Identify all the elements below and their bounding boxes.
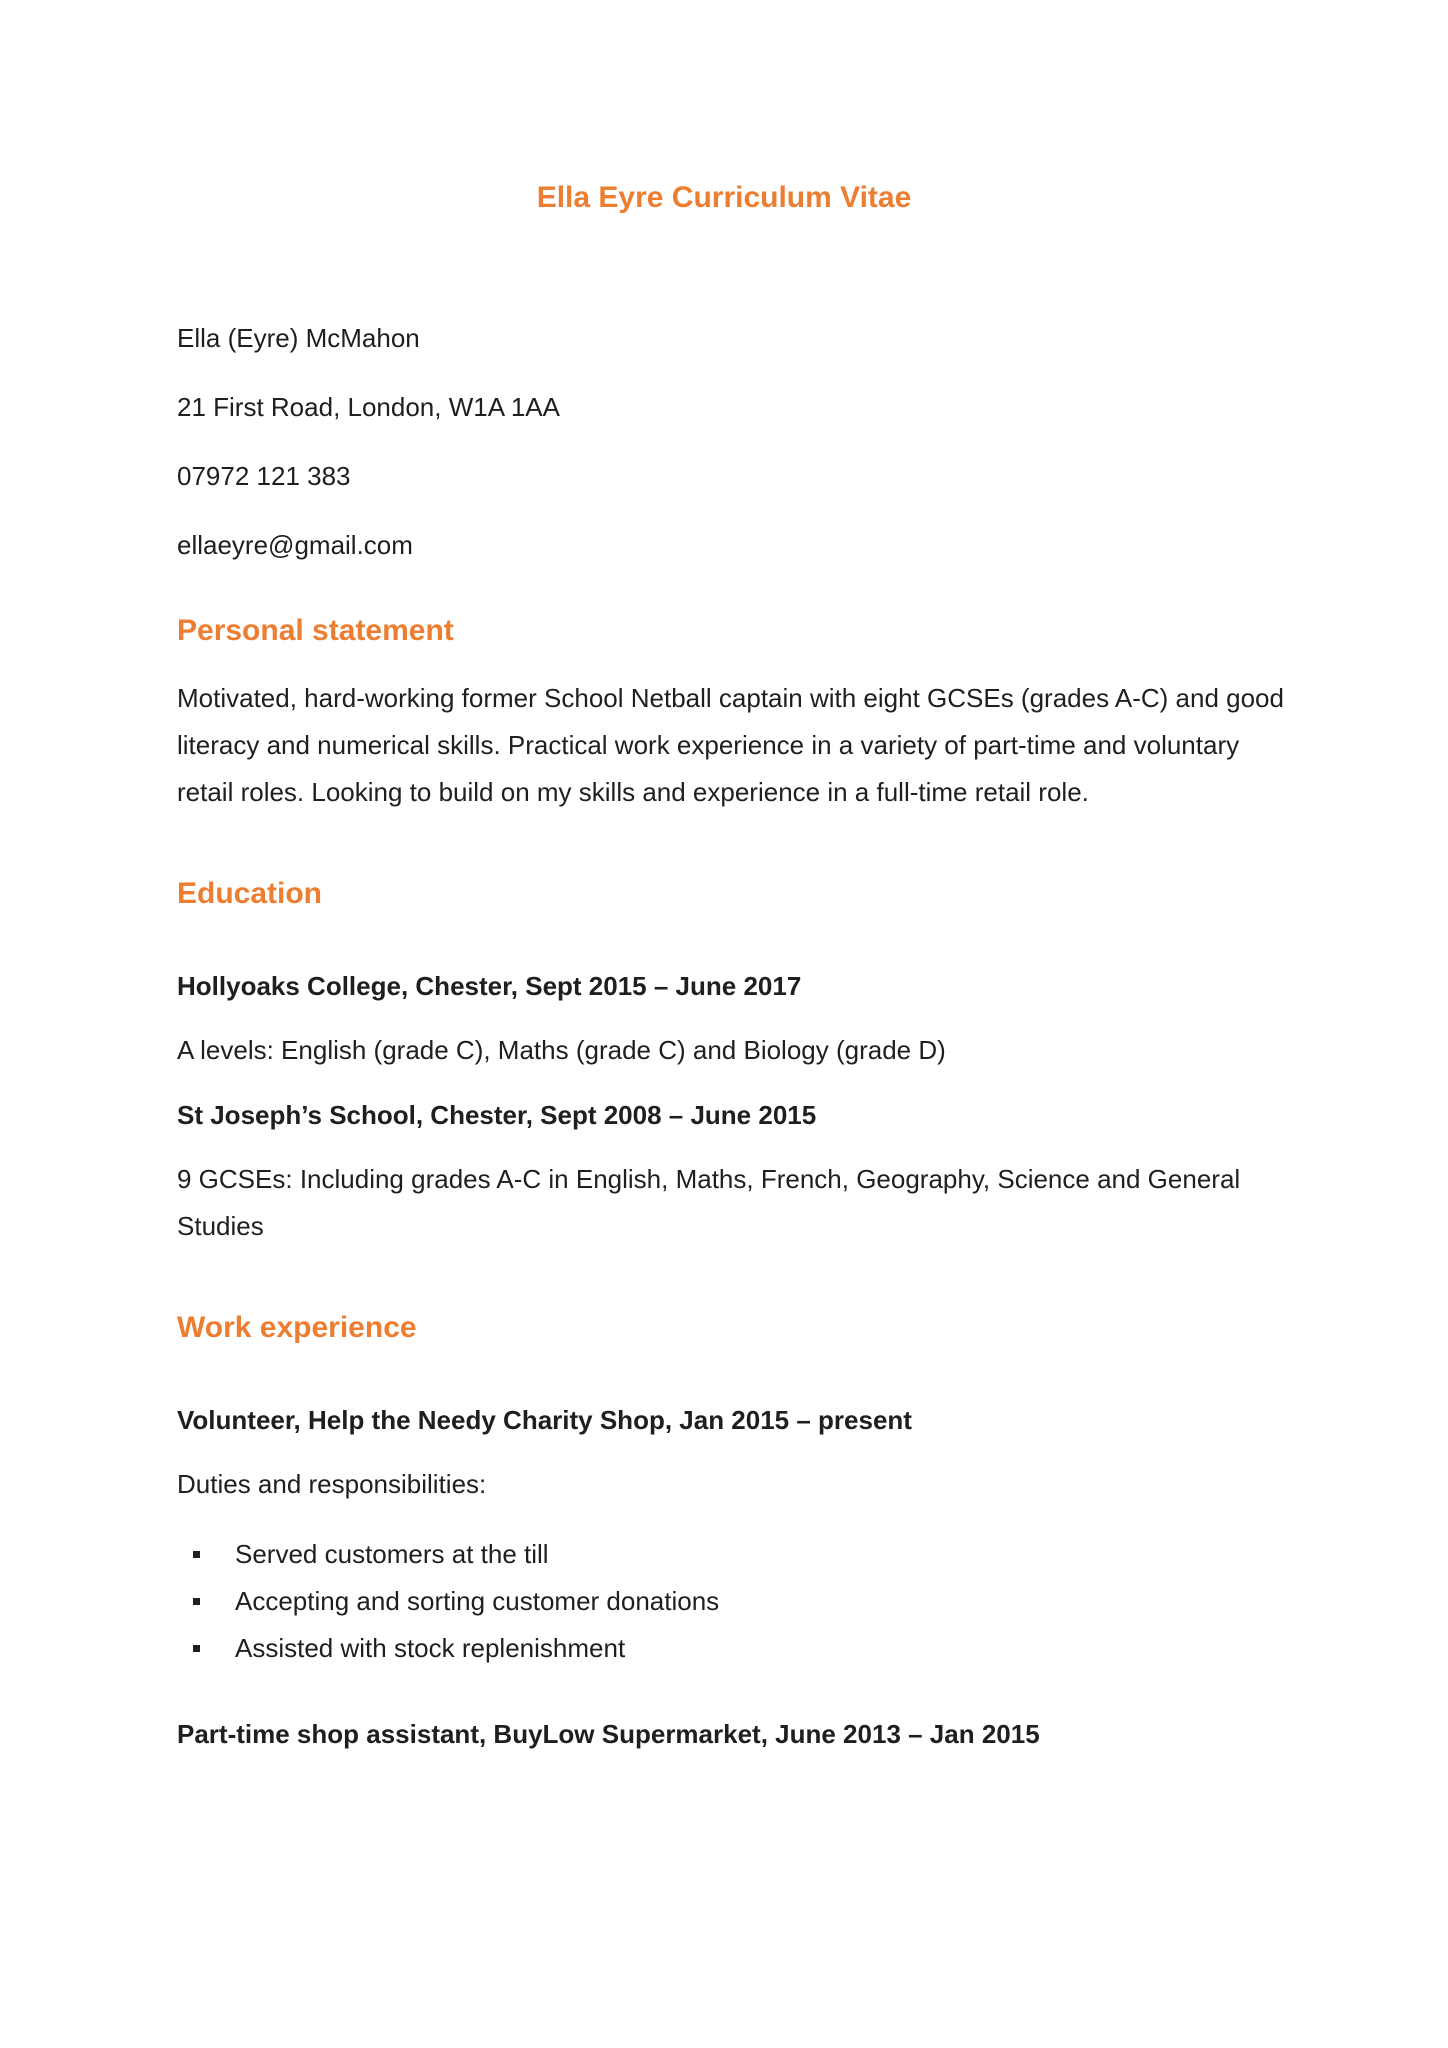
duties-list	[177, 1531, 1297, 1672]
contact-block	[177, 320, 1297, 563]
document-title: Ella Eyre Curriculum Vitae	[536, 181, 912, 214]
contact-address: 21 First Road, London, W1A 1AA	[177, 392, 560, 422]
list-item	[177, 1531, 1297, 1578]
work-experience-section	[177, 1308, 1297, 1752]
education-heading: Education	[177, 877, 323, 910]
work-experience-heading: Work experience	[177, 1311, 417, 1344]
education-entry-title: Hollyoaks College, Chester, Sept 2015 – June 2017	[177, 971, 802, 1001]
cv-content	[177, 320, 1297, 1752]
work-entry-title: Volunteer, Help the Needy Charity Shop, Jan 2015 – present	[177, 1405, 912, 1435]
contact-name: Ella (Eyre) McMahon	[177, 323, 420, 353]
contact-phone: 07972 121 383	[177, 461, 351, 491]
duty-text: Served customers at the till	[235, 1539, 549, 1569]
square-bullet-icon	[193, 1598, 200, 1605]
square-bullet-icon	[193, 1645, 200, 1652]
work-entry-title: Part-time shop assistant, BuyLow Supermarket, June 2013 – Jan 2015	[177, 1719, 1040, 1749]
duty-text: Assisted with stock replenishment	[235, 1633, 626, 1663]
personal-statement-heading: Personal statement	[177, 614, 454, 647]
education-entry-detail: A levels: English (grade C), Maths (grade C) and Biology (grade D)	[177, 1035, 946, 1065]
contact-email: ellaeyre@gmail.com	[177, 530, 413, 560]
personal-statement-text: Motivated, hard-working former School Netball captain with eight GCSEs (grades A-C) and good literacy and numerical skills. Practical work experience in a variety of part-time and voluntary retail roles. Looking to build on my skills and experience in a full-time retail role.	[177, 683, 1284, 807]
personal-statement-section	[177, 611, 1297, 816]
duty-text: Accepting and sorting customer donations	[235, 1586, 720, 1616]
list-item	[177, 1625, 1297, 1672]
duties-label: Duties and responsibilities:	[177, 1469, 487, 1499]
education-entry-detail: 9 GCSEs: Including grades A-C in English, Maths, French, Geography, Science and General Studies	[177, 1164, 1241, 1241]
education-section	[177, 874, 1297, 1250]
list-item	[177, 1578, 1297, 1625]
square-bullet-icon	[193, 1551, 200, 1558]
education-entry-title: St Joseph’s School, Chester, Sept 2008 – June 2015	[177, 1100, 817, 1130]
